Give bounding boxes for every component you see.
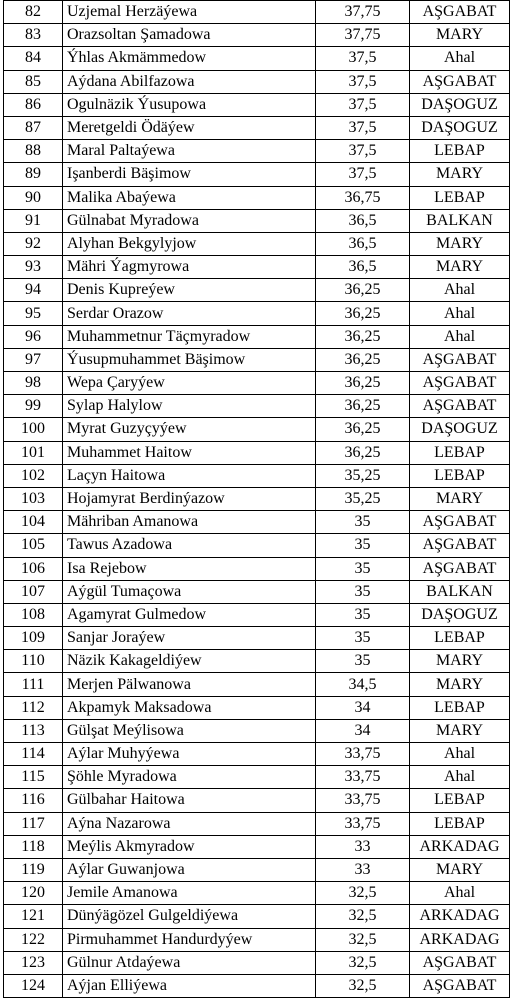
row-number: 123: [4, 951, 63, 974]
row-number: 120: [4, 882, 63, 905]
row-number: 108: [4, 603, 63, 626]
row-number: 118: [4, 835, 63, 858]
participant-name: Aýdana Abilfazowa: [63, 70, 316, 93]
region-name: DAŞOGUZ: [410, 116, 510, 139]
score-value: 36,25: [316, 395, 410, 418]
region-name: AŞGABAT: [410, 557, 510, 580]
row-number: 95: [4, 302, 63, 325]
row-number: 110: [4, 650, 63, 673]
table-row: [4, 766, 510, 789]
row-number: 109: [4, 627, 63, 650]
score-value: 35: [316, 627, 410, 650]
participant-name: Gülşat Meýlisowa: [63, 719, 316, 742]
score-value: 32,5: [316, 951, 410, 974]
table-row: [4, 70, 510, 93]
region-name: ARKADAG: [410, 928, 510, 951]
row-number: 92: [4, 232, 63, 255]
score-value: 35: [316, 580, 410, 603]
table-row: [4, 812, 510, 835]
region-name: Ahal: [410, 302, 510, 325]
score-value: 37,5: [316, 70, 410, 93]
row-number: 100: [4, 418, 63, 441]
table-row: [4, 627, 510, 650]
table-row: [4, 696, 510, 719]
table-row: [4, 743, 510, 766]
row-number: 117: [4, 812, 63, 835]
participant-name: Ogulnäzik Ýusupowa: [63, 93, 316, 116]
score-value: 33,75: [316, 766, 410, 789]
region-name: BALKAN: [410, 209, 510, 232]
participant-name: Orazsoltan Şamadowa: [63, 24, 316, 47]
row-number: 91: [4, 209, 63, 232]
score-value: 32,5: [316, 928, 410, 951]
score-value: 36,25: [316, 418, 410, 441]
row-number: 94: [4, 279, 63, 302]
participant-name: Meretgeldi Ödäýew: [63, 116, 316, 139]
table-row: [4, 464, 510, 487]
score-value: 35: [316, 534, 410, 557]
score-value: 35: [316, 650, 410, 673]
score-value: 36,5: [316, 209, 410, 232]
region-name: ARKADAG: [410, 905, 510, 928]
participant-name: Dünýägözel Gulgeldiýewa: [63, 905, 316, 928]
score-value: 35: [316, 557, 410, 580]
region-name: LEBAP: [410, 627, 510, 650]
participant-name: Akpamyk Maksadowa: [63, 696, 316, 719]
table-row: [4, 325, 510, 348]
region-name: AŞGABAT: [410, 534, 510, 557]
participant-name: Wepa Çaryýew: [63, 372, 316, 395]
region-name: MARY: [410, 719, 510, 742]
participant-name: Jemile Amanowa: [63, 882, 316, 905]
row-number: 106: [4, 557, 63, 580]
row-number: 116: [4, 789, 63, 812]
table-row: [4, 534, 510, 557]
score-value: 35,25: [316, 487, 410, 510]
table-row: [4, 418, 510, 441]
row-number: 90: [4, 186, 63, 209]
score-value: 36,5: [316, 256, 410, 279]
region-name: AŞGABAT: [410, 395, 510, 418]
row-number: 99: [4, 395, 63, 418]
participant-name: Şöhle Myradowa: [63, 766, 316, 789]
region-name: DAŞOGUZ: [410, 418, 510, 441]
participant-name: Merjen Pälwanowa: [63, 673, 316, 696]
participant-name: Sylap Halylow: [63, 395, 316, 418]
score-value: 32,5: [316, 905, 410, 928]
row-number: 102: [4, 464, 63, 487]
table-row: [4, 140, 510, 163]
participant-name: Hojamyrat Berdinýazow: [63, 487, 316, 510]
score-value: 32,5: [316, 974, 410, 997]
participant-name: Aýlar Muhyýewa: [63, 743, 316, 766]
region-name: Ahal: [410, 279, 510, 302]
score-value: 35: [316, 511, 410, 534]
table-row: [4, 928, 510, 951]
participant-name: Muhammetnur Täçmyradow: [63, 325, 316, 348]
region-name: MARY: [410, 232, 510, 255]
participant-name: Alyhan Bekgylyjow: [63, 232, 316, 255]
row-number: 87: [4, 116, 63, 139]
row-number: 114: [4, 743, 63, 766]
table-row: [4, 511, 510, 534]
region-name: MARY: [410, 163, 510, 186]
participant-name: Malika Abaýewa: [63, 186, 316, 209]
score-value: 37,5: [316, 163, 410, 186]
participant-name: Aýna Nazarowa: [63, 812, 316, 835]
row-number: 115: [4, 766, 63, 789]
score-value: 36,25: [316, 441, 410, 464]
score-value: 37,75: [316, 24, 410, 47]
row-number: 113: [4, 719, 63, 742]
score-value: 36,75: [316, 186, 410, 209]
region-name: LEBAP: [410, 789, 510, 812]
region-name: LEBAP: [410, 812, 510, 835]
row-number: 111: [4, 673, 63, 696]
participant-name: Uzjemal Herzäýewa: [63, 1, 316, 24]
score-value: 36,25: [316, 325, 410, 348]
table-row: [4, 1, 510, 24]
region-name: Ahal: [410, 743, 510, 766]
region-name: Ahal: [410, 47, 510, 70]
region-name: AŞGABAT: [410, 348, 510, 371]
score-value: 32,5: [316, 882, 410, 905]
score-value: 33,75: [316, 789, 410, 812]
score-value: 36,25: [316, 279, 410, 302]
region-name: DAŞOGUZ: [410, 93, 510, 116]
row-number: 83: [4, 24, 63, 47]
score-value: 33,75: [316, 743, 410, 766]
table-row: [4, 882, 510, 905]
score-value: 35,25: [316, 464, 410, 487]
results-table-body: [4, 1, 510, 998]
score-value: 36,25: [316, 372, 410, 395]
table-row: [4, 232, 510, 255]
region-name: AŞGABAT: [410, 974, 510, 997]
table-row: [4, 719, 510, 742]
region-name: LEBAP: [410, 441, 510, 464]
score-value: 37,5: [316, 140, 410, 163]
table-row: [4, 580, 510, 603]
row-number: 124: [4, 974, 63, 997]
table-row: [4, 603, 510, 626]
participant-name: Isa Rejebow: [63, 557, 316, 580]
table-row: [4, 186, 510, 209]
table-row: [4, 24, 510, 47]
region-name: AŞGABAT: [410, 511, 510, 534]
table-row: [4, 395, 510, 418]
participant-name: Işanberdi Bäşimow: [63, 163, 316, 186]
participant-name: Gülbahar Haitowa: [63, 789, 316, 812]
participant-name: Tawus Azadowa: [63, 534, 316, 557]
region-name: AŞGABAT: [410, 951, 510, 974]
row-number: 97: [4, 348, 63, 371]
participant-name: Gülnur Atdaýewa: [63, 951, 316, 974]
region-name: LEBAP: [410, 696, 510, 719]
score-value: 36,25: [316, 302, 410, 325]
row-number: 82: [4, 1, 63, 24]
row-number: 107: [4, 580, 63, 603]
table-row: [4, 673, 510, 696]
score-value: 34: [316, 696, 410, 719]
table-row: [4, 348, 510, 371]
row-number: 96: [4, 325, 63, 348]
score-value: 36,25: [316, 348, 410, 371]
participant-name: Mähri Ýagmyrowa: [63, 256, 316, 279]
participant-name: Ýhlas Akmämmedow: [63, 47, 316, 70]
table-row: [4, 93, 510, 116]
participant-name: Myrat Guzyçyýew: [63, 418, 316, 441]
participant-name: Maral Paltaýewa: [63, 140, 316, 163]
score-value: 37,5: [316, 116, 410, 139]
region-name: LEBAP: [410, 140, 510, 163]
participant-name: Meýlis Akmyradow: [63, 835, 316, 858]
row-number: 103: [4, 487, 63, 510]
participant-name: Serdar Orazow: [63, 302, 316, 325]
participant-name: Pirmuhammet Handurdyýew: [63, 928, 316, 951]
row-number: 98: [4, 372, 63, 395]
table-row: [4, 789, 510, 812]
row-number: 89: [4, 163, 63, 186]
row-number: 93: [4, 256, 63, 279]
row-number: 105: [4, 534, 63, 557]
table-row: [4, 209, 510, 232]
row-number: 85: [4, 70, 63, 93]
score-value: 37,5: [316, 47, 410, 70]
participant-name: Sanjar Joraýew: [63, 627, 316, 650]
region-name: MARY: [410, 24, 510, 47]
participant-name: Denis Kupreýew: [63, 279, 316, 302]
row-number: 122: [4, 928, 63, 951]
score-value: 37,75: [316, 1, 410, 24]
table-row: [4, 279, 510, 302]
participant-name: Mähriban Amanowa: [63, 511, 316, 534]
row-number: 104: [4, 511, 63, 534]
table-row: [4, 835, 510, 858]
region-name: MARY: [410, 256, 510, 279]
table-row: [4, 905, 510, 928]
region-name: MARY: [410, 858, 510, 881]
table-row: [4, 116, 510, 139]
score-value: 33: [316, 858, 410, 881]
participant-name: Gülnabat Myradowa: [63, 209, 316, 232]
participant-name: Aýgül Tumaçowa: [63, 580, 316, 603]
participant-name: Laçyn Haitowa: [63, 464, 316, 487]
region-name: Ahal: [410, 325, 510, 348]
table-row: [4, 256, 510, 279]
score-value: 37,5: [316, 93, 410, 116]
table-row: [4, 302, 510, 325]
participant-name: Aýjan Elliýewa: [63, 974, 316, 997]
region-name: Ahal: [410, 766, 510, 789]
participant-name: Agamyrat Gulmedow: [63, 603, 316, 626]
score-value: 33: [316, 835, 410, 858]
table-row: [4, 47, 510, 70]
region-name: Ahal: [410, 882, 510, 905]
table-row: [4, 372, 510, 395]
table-row: [4, 650, 510, 673]
score-value: 34,5: [316, 673, 410, 696]
row-number: 86: [4, 93, 63, 116]
row-number: 101: [4, 441, 63, 464]
score-value: 35: [316, 603, 410, 626]
region-name: AŞGABAT: [410, 1, 510, 24]
participant-name: Ýusupmuhammet Bäşimow: [63, 348, 316, 371]
region-name: AŞGABAT: [410, 372, 510, 395]
table-row: [4, 163, 510, 186]
table-row: [4, 441, 510, 464]
score-value: 34: [316, 719, 410, 742]
region-name: LEBAP: [410, 464, 510, 487]
table-row: [4, 858, 510, 881]
results-table: [3, 0, 510, 998]
participant-name: Aýlar Guwanjowa: [63, 858, 316, 881]
region-name: AŞGABAT: [410, 70, 510, 93]
table-row: [4, 557, 510, 580]
table-row: [4, 951, 510, 974]
table-row: [4, 974, 510, 997]
region-name: MARY: [410, 487, 510, 510]
row-number: 112: [4, 696, 63, 719]
score-value: 33,75: [316, 812, 410, 835]
region-name: DAŞOGUZ: [410, 603, 510, 626]
region-name: ARKADAG: [410, 835, 510, 858]
score-value: 36,5: [316, 232, 410, 255]
region-name: MARY: [410, 673, 510, 696]
row-number: 84: [4, 47, 63, 70]
row-number: 121: [4, 905, 63, 928]
row-number: 119: [4, 858, 63, 881]
region-name: BALKAN: [410, 580, 510, 603]
row-number: 88: [4, 140, 63, 163]
table-row: [4, 487, 510, 510]
participant-name: Näzik Kakageldiýew: [63, 650, 316, 673]
region-name: LEBAP: [410, 186, 510, 209]
region-name: MARY: [410, 650, 510, 673]
participant-name: Muhammet Haitow: [63, 441, 316, 464]
